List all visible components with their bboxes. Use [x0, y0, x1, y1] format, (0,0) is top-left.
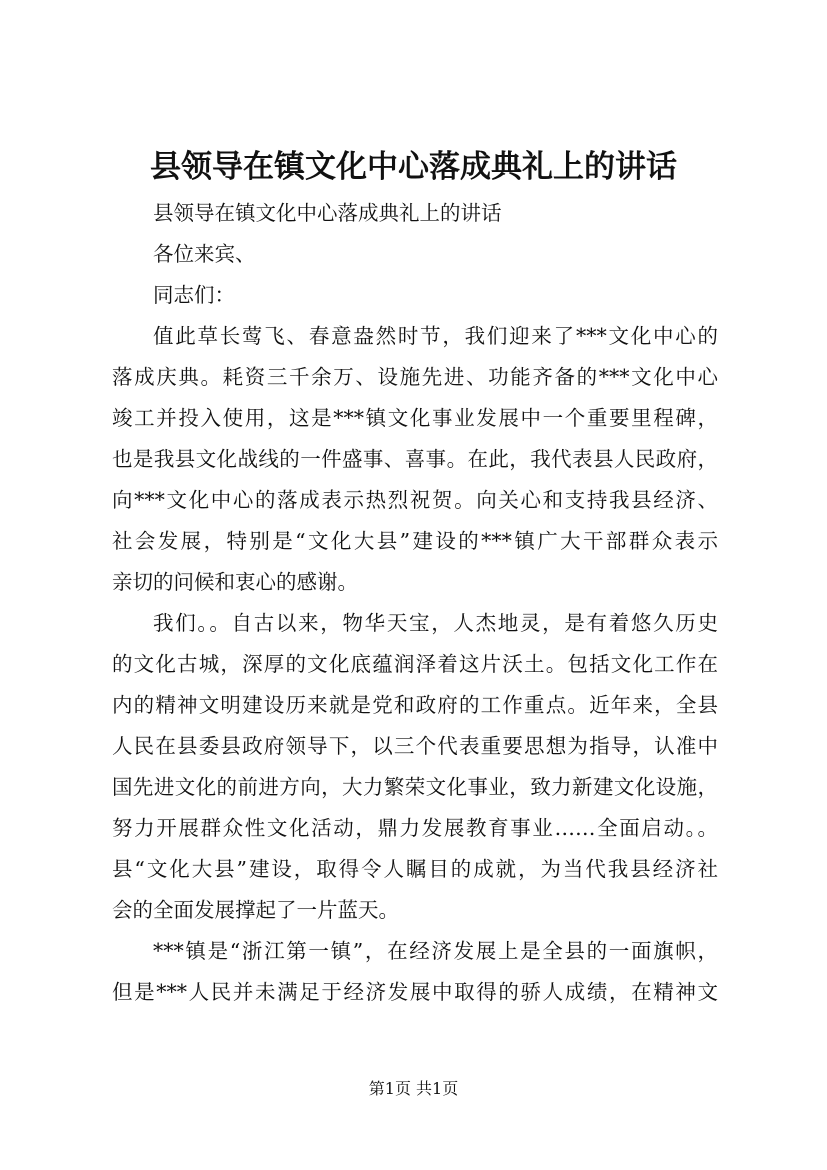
document-body	[112, 193, 718, 1013]
body-line: 国先进文化的前进方向，大力繁荣文化事业，致力新建文化设施，	[112, 775, 718, 799]
body-line: 的文化古城，深厚的文化底蕴润泽着这片沃土。包括文化工作在	[112, 652, 718, 676]
body-line-salutation-guests: 各位来宾、	[153, 242, 256, 266]
body-line: ***镇是“浙江第一镇”，在经济发展上是全县的一面旗帜，	[153, 939, 718, 963]
body-line: 社会发展，特别是“文化大县”建设的***镇广大干部群众表示	[112, 529, 718, 553]
body-line: 亲切的问候和衷心的感谢。	[112, 570, 358, 594]
body-line-salutation-comrades: 同志们：	[153, 283, 235, 307]
body-line: 向***文化中心的落成表示热烈祝贺。向关心和支持我县经济、	[112, 488, 718, 512]
body-line: 内的精神文明建设历来就是党和政府的工作重点。近年来，全县	[112, 693, 718, 717]
body-line: 县“文化大县”建设，取得令人瞩目的成就，为当代我县经济社	[112, 857, 718, 881]
body-line: 落成庆典。耗资三千余万、设施先进、功能齐备的***文化中心	[112, 365, 718, 389]
body-line: 努力开展群众性文化活动，鼎力发展教育事业……全面启动。。	[112, 816, 718, 840]
body-line: 但是***人民并未满足于经济发展中取得的骄人成绩，在精神文	[112, 980, 718, 1004]
body-line: 竣工并投入使用，这是***镇文化事业发展中一个重要里程碑，	[112, 406, 718, 430]
body-line: 人民在县委县政府领导下，以三个代表重要思想为指导，认准中	[112, 734, 718, 758]
body-line-subtitle: 县领导在镇文化中心落成典礼上的讲话	[153, 201, 502, 225]
body-line: 我们。。自古以来，物华天宝，人杰地灵，是有着悠久历史	[153, 611, 718, 635]
page-footer: 第1页 共1页	[368, 1079, 459, 1098]
body-line: 值此草长莺飞、春意盎然时节，我们迎来了***文化中心的	[153, 324, 718, 348]
body-line: 会的全面发展撑起了一片蓝天。	[112, 898, 399, 922]
body-line: 也是我县文化战线的一件盛事、喜事。在此，我代表县人民政府，	[112, 447, 718, 471]
document-title: 县领导在镇文化中心落成典礼上的讲话	[150, 149, 677, 185]
